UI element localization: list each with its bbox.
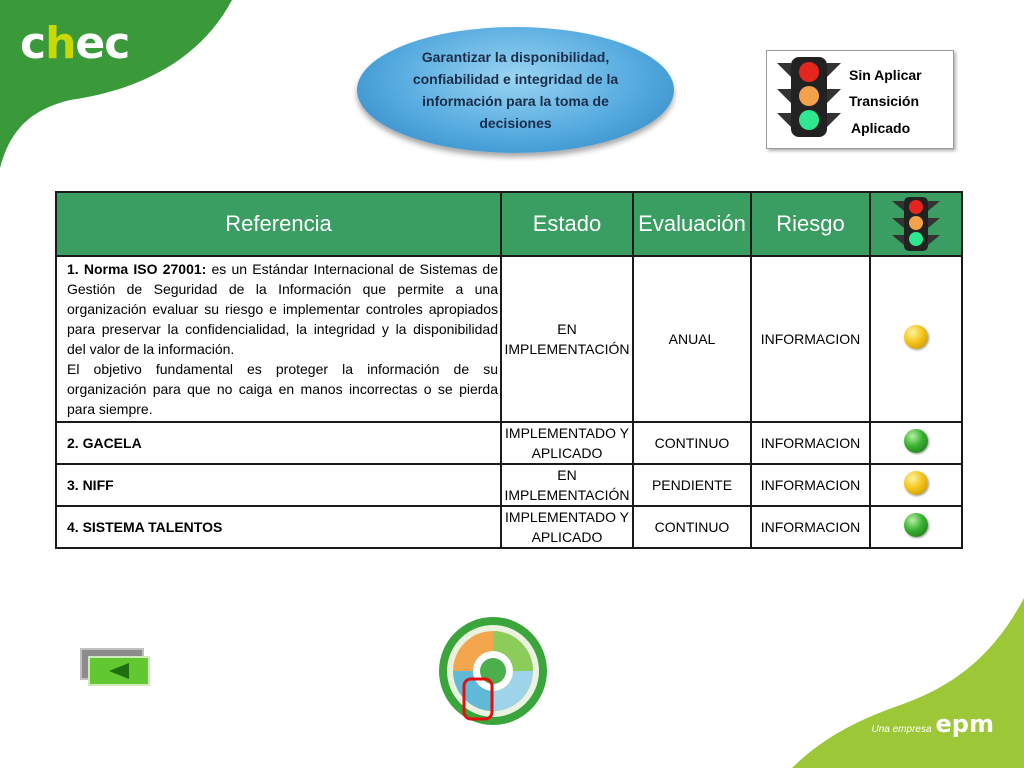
row-3-light [870,464,962,506]
traffic-light-icon [889,196,943,252]
legend-aplicado: Aplicado [851,120,911,136]
goal-bubble: Garantizar la disponibilidad, confiabilidad e integridad de la información para la toma de decisiones [357,27,674,153]
status-table [55,191,963,549]
table-row [56,464,962,506]
row-4-riesgo: INFORMACION [751,506,870,548]
status-light-yellow-icon [904,325,928,349]
legend-sin-aplicar: Sin Aplicar [849,67,922,83]
row-2-light [870,422,962,464]
row-3-referencia: 3. NIFF [56,464,501,506]
row-1-referencia [56,256,501,422]
header-referencia: Referencia [56,192,501,256]
status-light-green-icon [904,513,928,537]
row-4-referencia: 4. SISTEMA TALENTOS [56,506,501,548]
chec-logo: chec [20,18,130,69]
header-estado: Estado [501,192,633,256]
row-4-evaluacion: CONTINUO [633,506,751,548]
back-button[interactable] [80,648,148,684]
traffic-light-legend [766,50,954,149]
row-1-riesgo: INFORMACION [751,256,870,422]
table-row [56,506,962,548]
back-arrow-icon [107,662,131,680]
status-light-green-icon [904,429,928,453]
table-row [56,256,962,422]
row-3-evaluacion: PENDIENTE [633,464,751,506]
traffic-light-icon [773,55,845,139]
row-2-evaluacion: CONTINUO [633,422,751,464]
row-2-referencia: 2. GACELA [56,422,501,464]
row-2-estado: IMPLEMENTADO Y APLICADO [501,422,633,464]
row-1-evaluacion: ANUAL [633,256,751,422]
row-1-light [870,256,962,422]
process-wheel-icon[interactable] [438,613,550,729]
table-row [56,422,962,464]
row-3-riesgo: INFORMACION [751,464,870,506]
legend-transicion: Transición [849,93,920,109]
row-4-light [870,506,962,548]
row-2-riesgo: INFORMACION [751,422,870,464]
header-traffic-light [870,192,962,256]
row-1-ref-text: es un Estándar Internacional de Sistemas de Gestión de Seguridad de la Información que permite a una organización evaluar su riesgo e implementar controles apropiados para preservar la confidencialidad, la integridad y la disponibilidad del valor de la información. [67,261,498,357]
row-3-estado: EN IMPLEMENTACIÓN [501,464,633,506]
status-light-yellow-icon [904,471,928,495]
header-riesgo: Riesgo [751,192,870,256]
footer-corner-shape [792,598,1024,768]
row-1-ref-title: 1. Norma ISO 27001: [67,261,207,277]
header-evaluacion: Evaluación [633,192,751,256]
epm-logo: Una empresa epm [871,710,994,738]
row-4-estado: IMPLEMENTADO Y APLICADO [501,506,633,548]
row-1-ref-text2: El objetivo fundamental es proteger la información de su organización para que no caiga en manos incorrectas o se pierda para siempre. [67,361,498,417]
row-1-estado: EN IMPLEMENTACIÓN [501,256,633,422]
table-header-row [56,192,962,256]
